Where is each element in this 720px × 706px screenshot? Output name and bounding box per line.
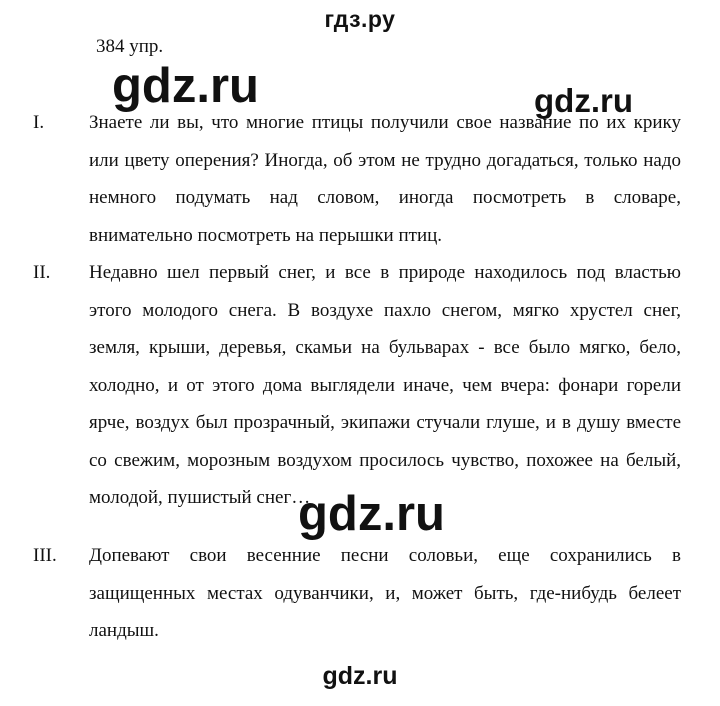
section-3-numeral: III. (33, 545, 57, 566)
section-1-text: Знаете ли вы, что многие птицы получили свое название по их крику или цвету оперения? Иногда, об этом не трудно догадаться, только надо немного подумать над словом, иногда посмотреть в словаре, внимательно посмотреть на перышки птиц. (89, 112, 681, 246)
watermark-logo: gdz.ru (322, 662, 398, 690)
section-3-text: Допевают свои весенние песни соловьи, еще сохранились в защищенных местах одуванчики, и, может быть, где-нибудь белеет ландыш. (89, 545, 681, 641)
section-2-text: Недавно шел первый снег, и все в природе находилось под властью этого молодого снега. В воздухе пахло снегом, мягко хрустел снег, земля, крыши, деревья, скамьи на бульварах - все было мягко, бело, холодно, и от этого дома выглядели иначе, чем вчера: фонари горели ярче, воздух был прозрачный, экипажи стучали глуше, и в душу вместе со свежим, морозным воздухом просилось чувство, похожее на белый, молодой, пушистый снег… (89, 262, 681, 508)
exercise-number: 384 упр. (96, 36, 164, 57)
watermark-logo: gdz.ru (298, 487, 445, 541)
site-header-title: гдз.ру (324, 6, 396, 32)
watermark-logo: gdz.ru (534, 82, 633, 119)
watermark-logo: gdz.ru (112, 59, 259, 113)
section-1-numeral: I. (33, 112, 45, 133)
section-2-numeral: II. (33, 262, 51, 283)
